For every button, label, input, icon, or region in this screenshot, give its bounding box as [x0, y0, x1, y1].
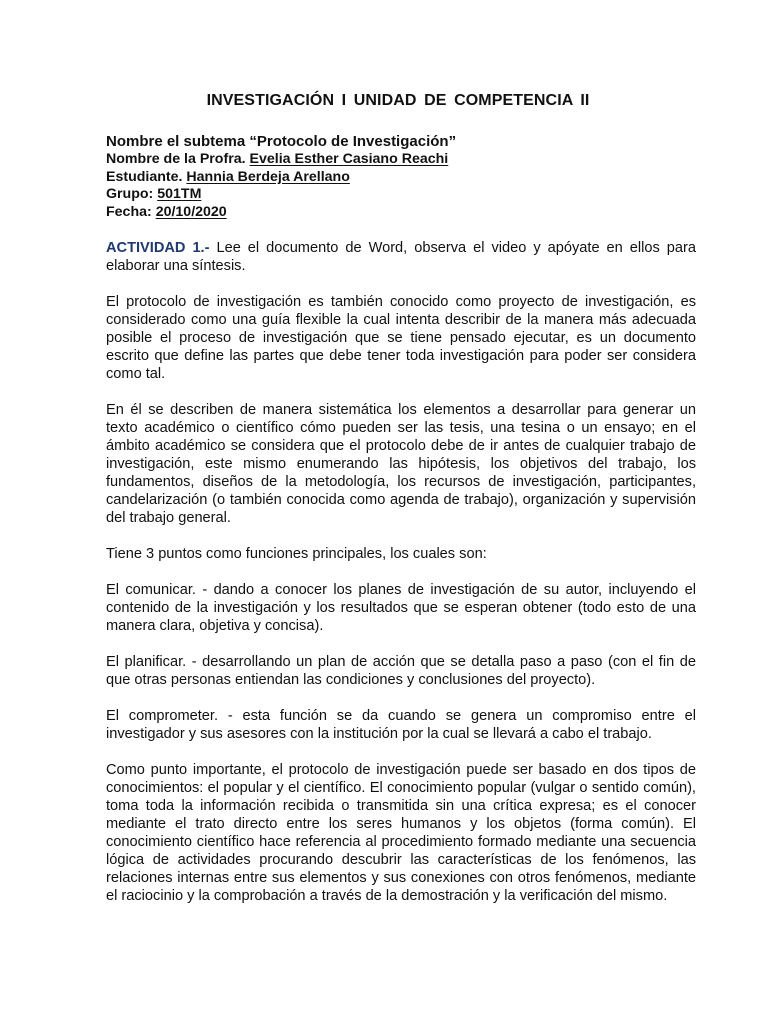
paragraph-protocolo: El protocolo de investigación es también conocido como proyecto de investigación, es considerado como una guía flexible la cual intenta describir de la manera más adecuada posible el proceso de investigación que se tiene pensado ejecutar, es un documento escrito que define las partes que debe tener toda investigación para poder ser considera como tal.	[106, 294, 696, 382]
fecha-label: Fecha:	[106, 203, 152, 220]
document-meta	[106, 132, 696, 221]
paragraph-planificar: El planificar. - desarrollando un plan de acción que se detalla paso a paso (con el fin de que otras personas entiendan las condiciones y conclusiones del proyecto).	[106, 654, 696, 688]
estudiante-value: Hannia Berdeja Arellano	[186, 168, 350, 185]
paragraph-comprometer: El comprometer. - esta función se da cuando se genera un compromiso entre el investigador y sus asesores con la institución por la cual se llevará a cabo el trabajo.	[106, 708, 696, 742]
actividad-paragraph	[106, 239, 696, 275]
grupo-label: Grupo:	[106, 186, 154, 202]
fecha-value: 20/10/2020	[155, 203, 227, 220]
actividad-text: Lee el documento de Word, observa el video y apóyate en ellos para elaborar una síntesis.	[106, 240, 696, 274]
paragraph-conocimientos: Como punto importante, el protocolo de investigación puede ser basado en dos tipos de conocimientos: el popular y el científico. El conocimiento popular (vulgar o sentido común), toma toda la información recibida o transmitida sin una crítica expresa; es el conocer mediante el trato directo entre los seres humanos y los objetos (forma común). El conocimiento científico hace referencia al procedimiento formado mediante una secuencia lógica de actividades procurando descubrir las características de los fenómenos, las relaciones internas entre sus elementos y sus conexiones con otros fenómenos, mediante el raciocinio y la comprobación a través de la demostración y la verificación del mismo.	[106, 762, 696, 904]
actividad-label: ACTIVIDAD 1.-	[106, 240, 210, 256]
paragraph-comunicar: El comunicar. - dando a conocer los planes de investigación de su autor, incluyendo el contenido de la investigación y los resultados que se esperan obtener (todo esto de una manera clara, objetiva y concisa).	[106, 582, 696, 634]
grupo-value: 501TM	[157, 186, 202, 202]
profra-line	[106, 151, 696, 169]
fecha-line	[106, 204, 696, 222]
profra-label: Nombre de la Profra.	[106, 151, 246, 167]
estudiante-line	[106, 169, 696, 187]
paragraph-funciones: Tiene 3 puntos como funciones principales, los cuales son:	[106, 546, 487, 562]
paragraph-elementos: En él se describen de manera sistemática los elementos a desarrollar para generar un texto académico o científico cómo pueden ser las tesis, una tesina o un ensayo; en el ámbito académico se considera que el protocolo debe de ir antes de cualquier trabajo de investigación, este mismo enumerando las hipótesis, los objetivos del trabajo, los fundamentos, diseños de la metodología, los recursos de investigación, participantes, candelarización (o también conocida como agenda de trabajo), organización y supervisión del trabajo general.	[106, 402, 696, 526]
subtema-line: Nombre el subtema “Protocolo de Investigación”	[106, 133, 457, 150]
grupo-line	[106, 186, 696, 204]
profra-value: Evelia Esther Casiano Reachi	[249, 151, 449, 167]
estudiante-label: Estudiante.	[106, 168, 183, 185]
document-title: INVESTIGACIÓN I UNIDAD DE COMPETENCIA II	[206, 92, 590, 109]
